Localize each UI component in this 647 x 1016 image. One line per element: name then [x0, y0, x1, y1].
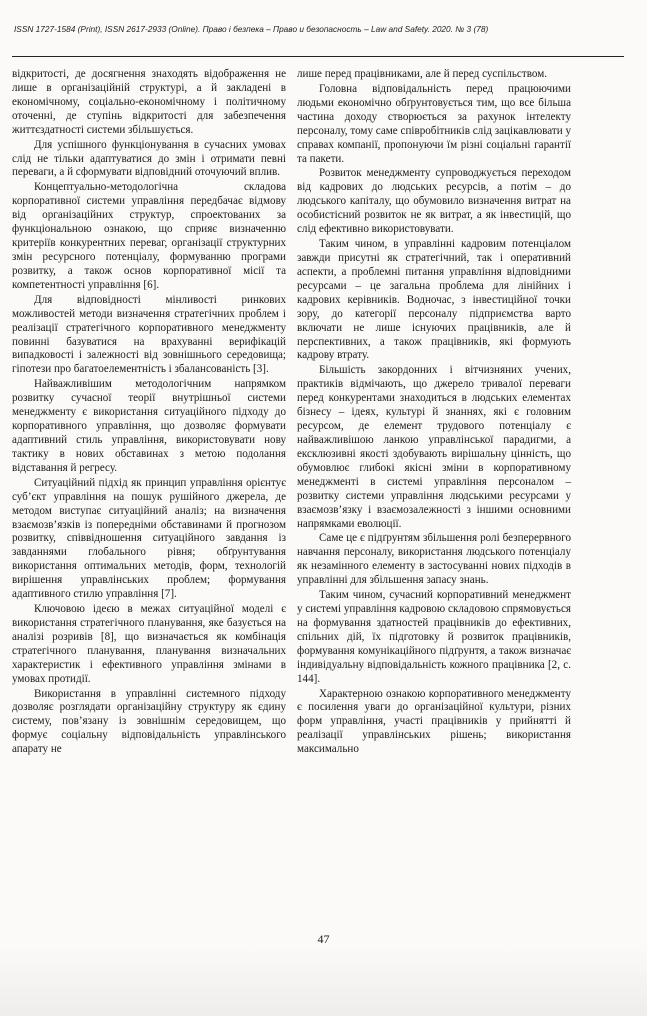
paragraph: Головна відповідальність перед працюючими людьми економічно обґрунтовується тим, що все більша частина доходу створюється за рахунок інтелекту персоналу, тому саме співробітників слід зацікавлювати у справах компанії, пропонуючи їм різні соціальні гарантії та пакети.: [297, 82, 571, 165]
paragraph: відкритості, де досягнення знаходять відображення не лише в організаційній структурі, а й закладені в економічному, соціально-економічному і політичному оточенні, де ступінь відкритості для забезпечення життєздатності системи збільшується.: [12, 68, 286, 136]
paragraph: Використання в управлінні системного підходу дозволяє розглядати організаційну структуру як єдину систему, пов’язану із зовнішнім середовищем, що формує соціальну відповідальність управлінського апарату не: [12, 687, 286, 756]
paragraph: Ситуаційний підхід як принцип управління орієнтує суб’єкт управління на пошук рушійного джерела, де методом виступає ситуаційний аналіз; на визначення взаємозв’язків із попередніми обставинами й прогнозом розвитку, співвідношення ситуаційного завдання із завданнями глобального рівня; обґрунтування використання оптимальних методів, форм, технологій вирішення управлінських проблем; формування адаптивного стилю управління [7].: [12, 476, 286, 601]
paragraph: Таким чином, сучасний корпоративний менеджмент у системі управління кадровою складовою спрямовується на формування здатностей працівників до ефективних, спільних дій, їх підготовку й розвиток працівників, формування комунікаційного підґрунтя, а також визначає індивідуальну відповідальність кожного працівника [2, с. 144].: [297, 589, 571, 685]
header-rule: [12, 56, 624, 57]
paragraph: Для успішного функціонування в сучасних умовах слід не тільки адаптуватися до змін і отримати певні переваги, а й сформувати відповідний оточуючий вплив.: [12, 138, 286, 179]
paragraph: Характерною ознакою корпоративного менеджменту є посилення уваги до організаційної культури, різних форм управління, участі працівників у прийнятті й реалізації управлінських рішень; використання максимально: [297, 687, 571, 756]
running-header: ISSN 1727-1584 (Print), ISSN 2617-2933 (Online). Право і безпека – Право и безопасность – Law and Safety. 2020. № 3 (78): [14, 24, 489, 34]
paragraph: Для відповідності мінливості ринкових можливостей методи визначення стратегічних проблем і реалізації стратегічного корпоративного менеджменту повинні базуватися на врахуванні верифікацій випадковості і залежності від зовнішнього середовища; гіпотези про багатоелементність і збалансованість [3].: [12, 293, 286, 376]
right-column: [297, 68, 571, 758]
paragraph: Розвиток менеджменту супроводжується переходом від кадрових до людських ресурсів, а потім – до людського капіталу, що обумовило визначення витрат на особистісний розвиток не як витрат, а як інвестицій, що слід ефективно використовувати.: [297, 167, 571, 236]
paragraph: Таким чином, в управлінні кадровим потенціалом завжди присутні як стратегічний, так і оперативний аспекти, а проблемні питання управління відповідними ресурсами – це загальна проблема для лінійних і кадрових керівників. Водночас, з інвестиційної точки зору, до категорії персоналу підприємства варто включати не лише існуючих працівників, але й перспективних, а також працівників, які формують кадрову втрату.: [297, 238, 571, 362]
paragraph: Саме це є підґрунтям збільшення ролі безперервного навчання персоналу, використання людського потенціалу як незамінного елементу в застосуванні нових підходів в управлінні для збільшення запасу знань.: [297, 532, 571, 587]
scan-shadow: [0, 946, 647, 1016]
page-number: 47: [317, 932, 330, 946]
paragraph: Найважливішим методологічним напрямком розвитку сучасної теорії внутрішньої системи менеджменту є використання ситуаційного підходу до корпоративного управління, що дозволяє формувати адаптивний стиль управління, використовувати нову тактику в нових обставинах з метою подолання відставання й регресу.: [12, 378, 286, 474]
paragraph: Концептуально-методологічна складова корпоративної системи управління передбачає відмову від організаційних структур, спроектованих за функціональною ознакою, що сприяє визначенню критеріїв конкурентних переваг, організації структурних змін ресурсного потенціалу, формуванню програми розвитку, а також основ корпоративної місії та компетентності управління [6].: [12, 181, 286, 291]
paragraph: лише перед працівниками, але й перед суспільством.: [297, 68, 547, 80]
paragraph: Ключовою ідеєю в межах ситуаційної моделі є використання стратегічного планування, яке базується на аналізі розривів [8], що визначається як комбінація стратегічного планування, планування визначальних характеристик і ефективного управління змінами в умовах протидії.: [12, 603, 286, 685]
paragraph: Більшість закордонних і вітчизняних учених, практиків відмічають, що джерело тривалої переваги перед конкурентами знаходиться в людських елементах бізнесу – ідеях, культурі й знаннях, які є головним ресурсом, де елемент трудового потенціалу є найважливішою ланкою управлінської парадигми, а ексклюзивні якості здобувають вирішальну цінність, що обумовлює глибокі якісні зміни в корпоративному менеджменті в системі управління персоналом – розвитку системи управління людськими ресурсами у взаємозв’язку і взаємозалежності з іншими основними напрямками еволюції.: [297, 364, 571, 530]
left-column: [12, 68, 286, 758]
